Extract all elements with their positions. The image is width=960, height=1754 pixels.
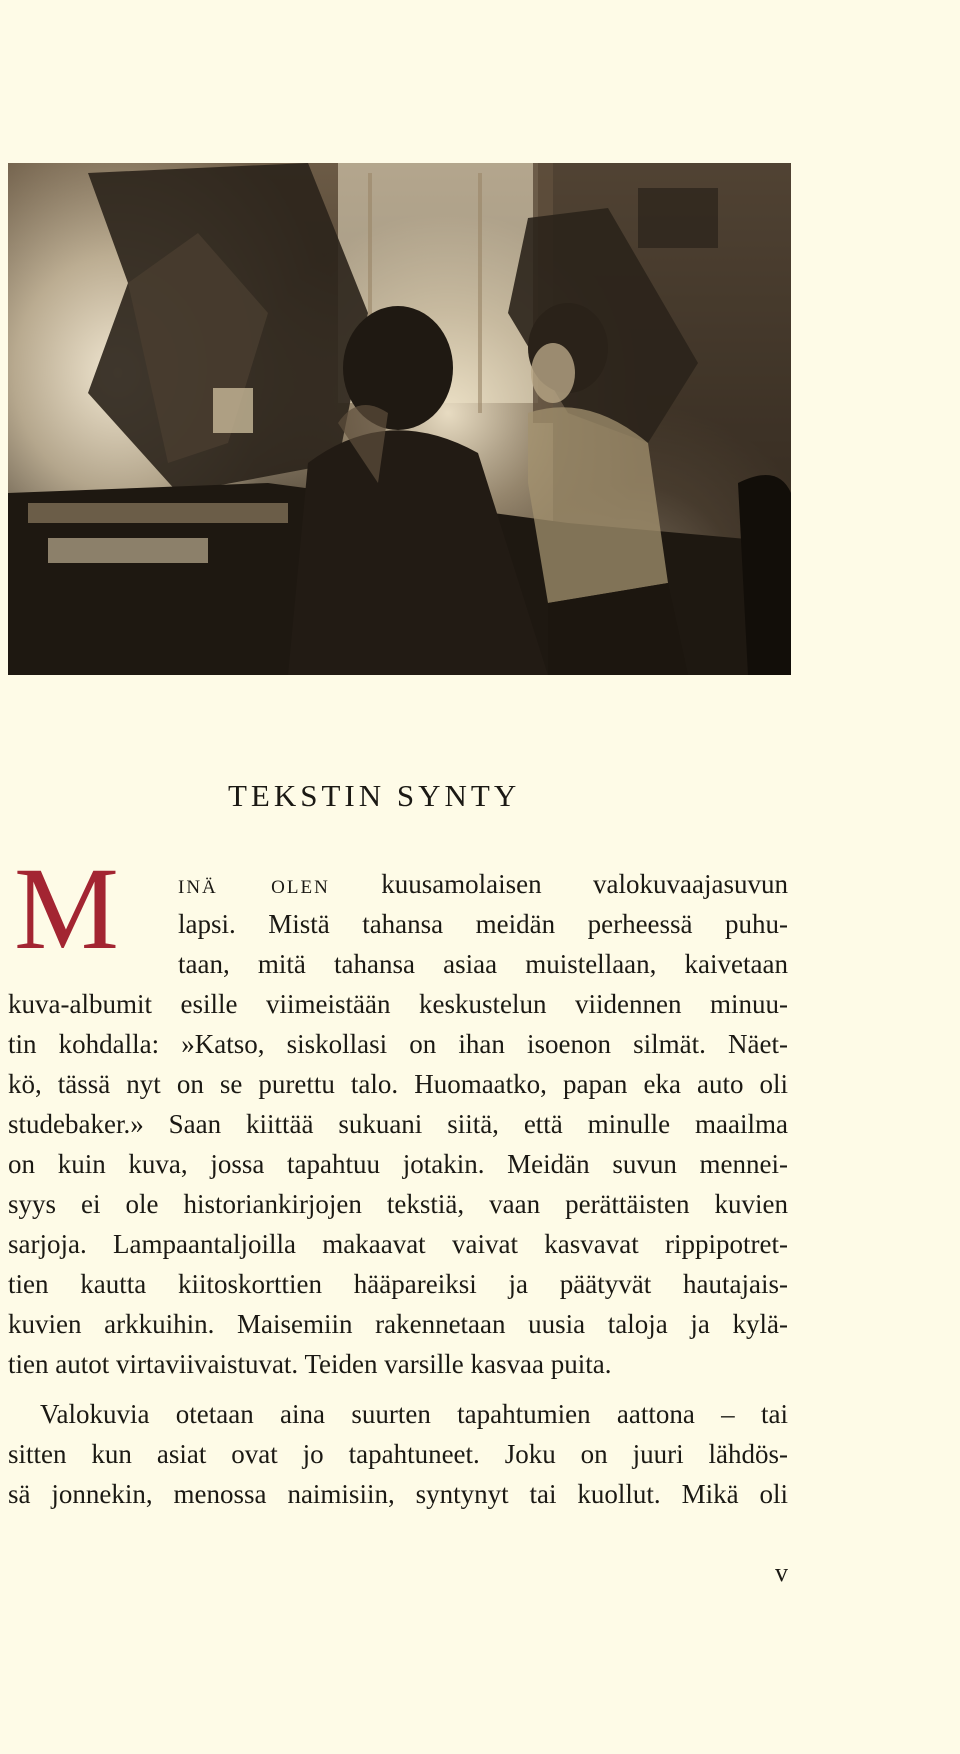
text-line: kö, tässä nyt on se purettu talo. Huomaatko, papan eka auto oli [8, 1069, 788, 1099]
text-line: sä jonnekin, menossa naimisiin, syntynyt tai kuollut. Mikä oli [8, 1479, 788, 1509]
text-line: kuva-albumit esille viimeistään keskustelun viidennen minuu- [8, 989, 788, 1019]
text-line: kuvien arkkuihin. Maisemiin rakennetaan uusia taloja ja kylä- [8, 1309, 788, 1339]
drop-cap: M [14, 843, 119, 974]
page-number: v [775, 1558, 788, 1587]
chapter-heading: TEKSTIN SYNTY [228, 778, 521, 813]
text-line: on kuin kuva, jossa tapahtuu jotakin. Meidän suvun mennei- [8, 1149, 788, 1179]
text-line: lapsi. Mistä tahansa meidän perheessä puhu- [178, 909, 788, 939]
text-line: tien kautta kiitoskorttien hääpareiksi ja päätyvät hautajais- [8, 1269, 788, 1299]
text-line: sitten kun asiat ovat jo tapahtuneet. Joku on juuri lähdös- [8, 1439, 788, 1469]
text-line: studebaker.» Saan kiittää sukuani siitä, että minulle maailma [8, 1109, 788, 1139]
archival-photograph [8, 163, 791, 675]
text-line: tin kohdalla: »Katso, siskollasi on ihan isoenon silmät. Näet- [8, 1029, 788, 1059]
text-line-paragraph-start: Valokuvia otetaan aina suurten tapahtumien aattona – tai [40, 1399, 788, 1429]
text-line: sarjoja. Lampaantaljoilla makaavat vaivat kasvavat rippipotret- [8, 1229, 788, 1259]
photograph-illustration [8, 163, 791, 675]
text-line-paragraph-end: tien autot virtaviivaistuvat. Teiden varsille kasvaa puita. [8, 1349, 612, 1379]
first-line-rest: kuusamolaisen valokuvaajasuvun [329, 869, 788, 899]
text-line-first [178, 864, 788, 904]
text-line: syys ei ole historiankirjojen tekstiä, vaan perättäisten kuvien [8, 1189, 788, 1219]
text-line: taan, mitä tahansa asiaa muistellaan, kaivetaan [178, 949, 788, 979]
small-caps-opening: inä olen [178, 869, 330, 899]
